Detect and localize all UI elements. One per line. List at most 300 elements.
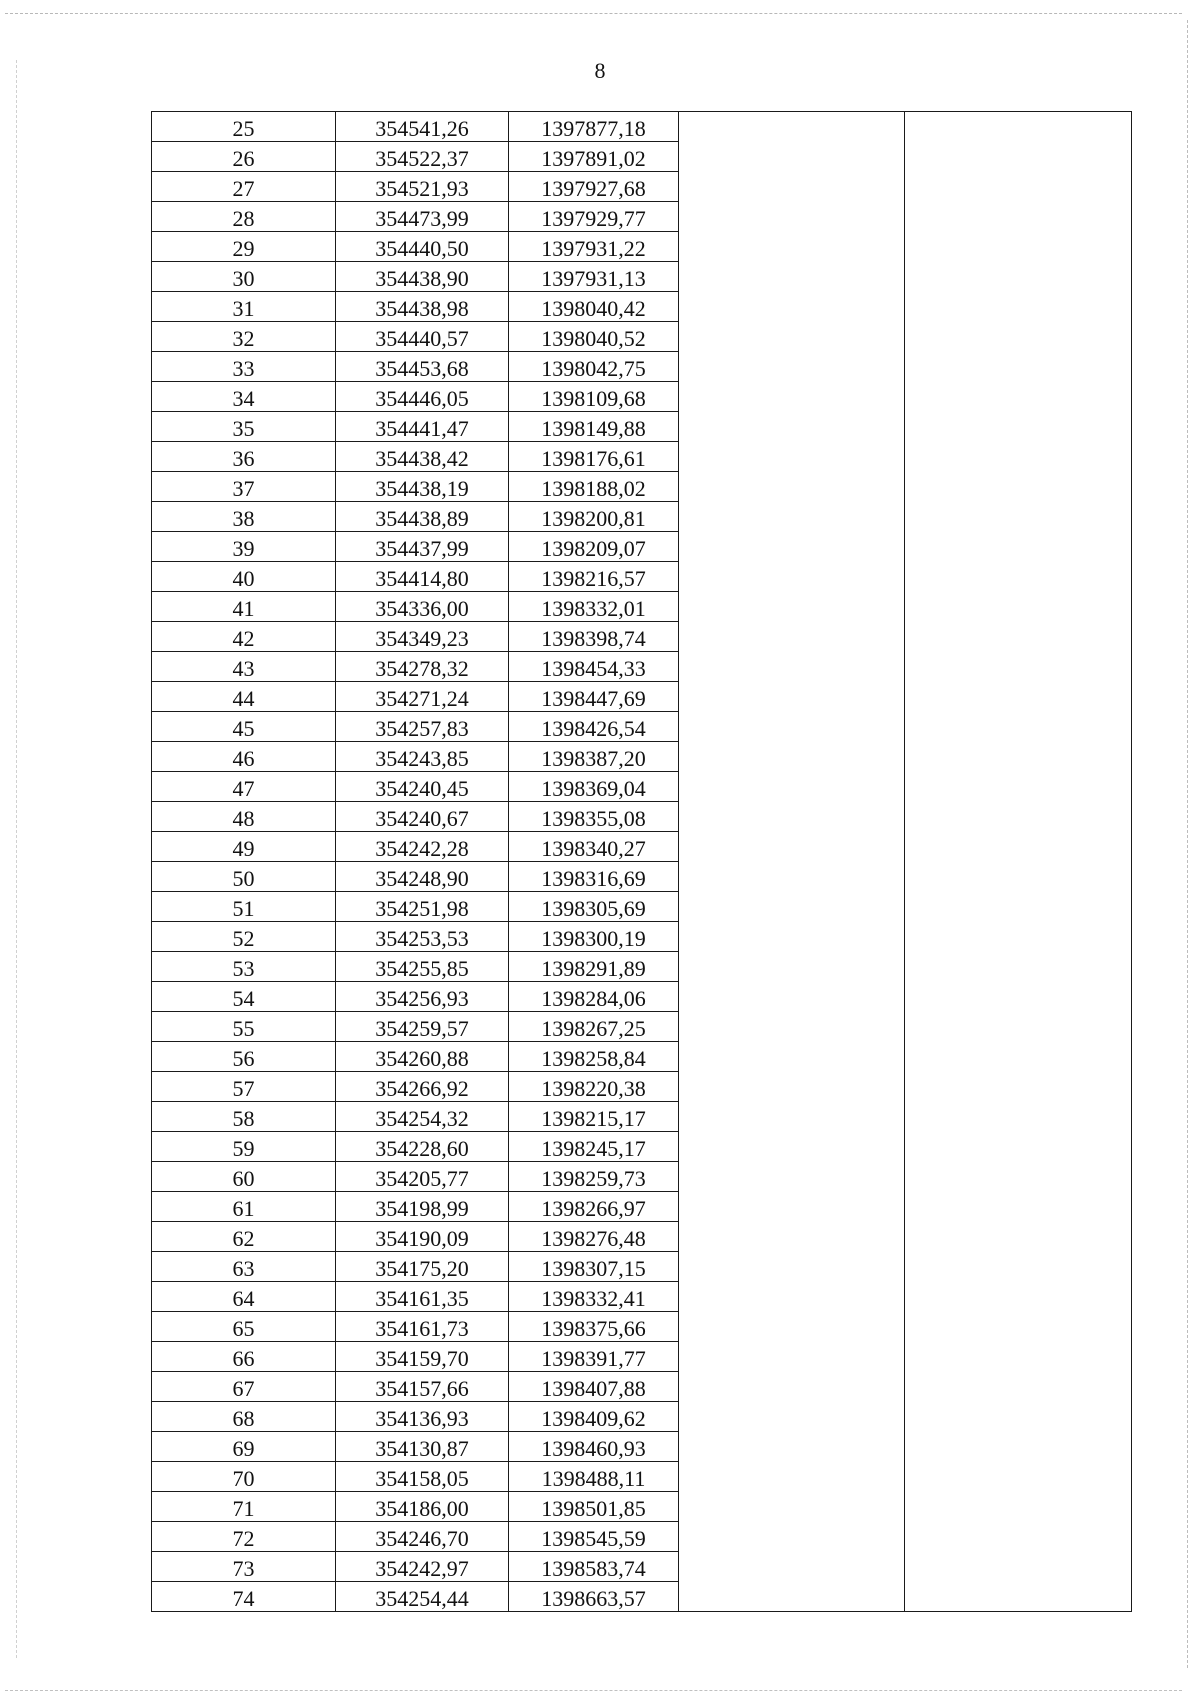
empty-cell <box>679 262 905 292</box>
empty-cell <box>679 322 905 352</box>
point-number-cell: 59 <box>152 1132 336 1162</box>
x-coordinate-cell: 354130,87 <box>336 1432 509 1462</box>
point-number-cell: 72 <box>152 1522 336 1552</box>
empty-cell <box>679 352 905 382</box>
x-coordinate-cell: 354257,83 <box>336 712 509 742</box>
y-coordinate-cell: 1398040,42 <box>509 292 679 322</box>
x-coordinate-cell: 354414,80 <box>336 562 509 592</box>
y-coordinate-cell: 1398176,61 <box>509 442 679 472</box>
empty-cell <box>679 172 905 202</box>
x-coordinate-cell: 354438,90 <box>336 262 509 292</box>
empty-cell <box>679 1312 905 1342</box>
y-coordinate-cell: 1398454,33 <box>509 652 679 682</box>
table-row <box>152 172 1132 202</box>
x-coordinate-cell: 354159,70 <box>336 1342 509 1372</box>
y-coordinate-cell: 1398391,77 <box>509 1342 679 1372</box>
empty-cell <box>679 1102 905 1132</box>
point-number-cell: 42 <box>152 622 336 652</box>
point-number-cell: 38 <box>152 502 336 532</box>
empty-cell <box>905 1222 1132 1252</box>
y-coordinate-cell: 1398300,19 <box>509 922 679 952</box>
empty-cell <box>679 742 905 772</box>
y-coordinate-cell: 1398220,38 <box>509 1072 679 1102</box>
x-coordinate-cell: 354278,32 <box>336 652 509 682</box>
empty-cell <box>679 1552 905 1582</box>
point-number-cell: 34 <box>152 382 336 412</box>
point-number-cell: 60 <box>152 1162 336 1192</box>
empty-cell <box>679 232 905 262</box>
table-row <box>152 622 1132 652</box>
empty-cell <box>905 1102 1132 1132</box>
empty-cell <box>905 1402 1132 1432</box>
x-coordinate-cell: 354254,32 <box>336 1102 509 1132</box>
table-row <box>152 1072 1132 1102</box>
empty-cell <box>679 532 905 562</box>
x-coordinate-cell: 354157,66 <box>336 1372 509 1402</box>
table-row <box>152 922 1132 952</box>
empty-cell <box>679 712 905 742</box>
y-coordinate-cell: 1398109,68 <box>509 382 679 412</box>
empty-cell <box>679 1582 905 1612</box>
empty-cell <box>679 142 905 172</box>
y-coordinate-cell: 1397877,18 <box>509 112 679 142</box>
x-coordinate-cell: 354441,47 <box>336 412 509 442</box>
empty-cell <box>905 352 1132 382</box>
empty-cell <box>905 1492 1132 1522</box>
coordinates-table-body <box>152 112 1132 1612</box>
empty-cell <box>905 1162 1132 1192</box>
x-coordinate-cell: 354248,90 <box>336 862 509 892</box>
table-row <box>152 412 1132 442</box>
empty-cell <box>679 1432 905 1462</box>
y-coordinate-cell: 1398267,25 <box>509 1012 679 1042</box>
x-coordinate-cell: 354440,57 <box>336 322 509 352</box>
empty-cell <box>679 1012 905 1042</box>
table-row <box>152 682 1132 712</box>
point-number-cell: 43 <box>152 652 336 682</box>
empty-cell <box>905 1042 1132 1072</box>
scan-border-top <box>5 13 1182 14</box>
table-row <box>152 1582 1132 1612</box>
y-coordinate-cell: 1398375,66 <box>509 1312 679 1342</box>
empty-cell <box>905 1282 1132 1312</box>
y-coordinate-cell: 1398426,54 <box>509 712 679 742</box>
x-coordinate-cell: 354251,98 <box>336 892 509 922</box>
y-coordinate-cell: 1398188,02 <box>509 472 679 502</box>
table-row <box>152 1372 1132 1402</box>
table-row <box>152 262 1132 292</box>
x-coordinate-cell: 354242,28 <box>336 832 509 862</box>
y-coordinate-cell: 1398042,75 <box>509 352 679 382</box>
x-coordinate-cell: 354255,85 <box>336 952 509 982</box>
empty-cell <box>905 382 1132 412</box>
empty-cell <box>905 532 1132 562</box>
empty-cell <box>905 322 1132 352</box>
table-row <box>152 232 1132 262</box>
empty-cell <box>905 412 1132 442</box>
point-number-cell: 62 <box>152 1222 336 1252</box>
y-coordinate-cell: 1398276,48 <box>509 1222 679 1252</box>
point-number-cell: 47 <box>152 772 336 802</box>
empty-cell <box>679 292 905 322</box>
empty-cell <box>679 1162 905 1192</box>
empty-cell <box>905 1432 1132 1462</box>
y-coordinate-cell: 1398501,85 <box>509 1492 679 1522</box>
table-row <box>152 952 1132 982</box>
point-number-cell: 33 <box>152 352 336 382</box>
x-coordinate-cell: 354243,85 <box>336 742 509 772</box>
empty-cell <box>905 292 1132 322</box>
point-number-cell: 31 <box>152 292 336 322</box>
x-coordinate-cell: 354158,05 <box>336 1462 509 1492</box>
point-number-cell: 57 <box>152 1072 336 1102</box>
point-number-cell: 71 <box>152 1492 336 1522</box>
point-number-cell: 37 <box>152 472 336 502</box>
x-coordinate-cell: 354473,99 <box>336 202 509 232</box>
empty-cell <box>905 802 1132 832</box>
empty-cell <box>905 1552 1132 1582</box>
empty-cell <box>679 922 905 952</box>
y-coordinate-cell: 1398340,27 <box>509 832 679 862</box>
empty-cell <box>679 202 905 232</box>
table-row <box>152 832 1132 862</box>
point-number-cell: 25 <box>152 112 336 142</box>
empty-cell <box>905 1072 1132 1102</box>
empty-cell <box>679 802 905 832</box>
x-coordinate-cell: 354438,98 <box>336 292 509 322</box>
empty-cell <box>679 1132 905 1162</box>
table-row <box>152 352 1132 382</box>
y-coordinate-cell: 1398409,62 <box>509 1402 679 1432</box>
table-row <box>152 322 1132 352</box>
y-coordinate-cell: 1397929,77 <box>509 202 679 232</box>
x-coordinate-cell: 354246,70 <box>336 1522 509 1552</box>
scan-border-left <box>16 60 17 1658</box>
empty-cell <box>679 1222 905 1252</box>
table-row <box>152 712 1132 742</box>
empty-cell <box>679 502 905 532</box>
table-row <box>152 472 1132 502</box>
x-coordinate-cell: 354198,99 <box>336 1192 509 1222</box>
empty-cell <box>905 232 1132 262</box>
empty-cell <box>679 592 905 622</box>
scan-border-bottom <box>5 1690 1182 1691</box>
empty-cell <box>905 862 1132 892</box>
table-row <box>152 532 1132 562</box>
point-number-cell: 48 <box>152 802 336 832</box>
y-coordinate-cell: 1398332,01 <box>509 592 679 622</box>
table-row <box>152 1432 1132 1462</box>
x-coordinate-cell: 354522,37 <box>336 142 509 172</box>
x-coordinate-cell: 354240,45 <box>336 772 509 802</box>
empty-cell <box>679 1342 905 1372</box>
point-number-cell: 29 <box>152 232 336 262</box>
y-coordinate-cell: 1398332,41 <box>509 1282 679 1312</box>
empty-cell <box>905 142 1132 172</box>
point-number-cell: 40 <box>152 562 336 592</box>
x-coordinate-cell: 354242,97 <box>336 1552 509 1582</box>
x-coordinate-cell: 354190,09 <box>336 1222 509 1252</box>
table-row <box>152 772 1132 802</box>
empty-cell <box>905 1252 1132 1282</box>
y-coordinate-cell: 1397891,02 <box>509 142 679 172</box>
empty-cell <box>905 922 1132 952</box>
empty-cell <box>905 172 1132 202</box>
x-coordinate-cell: 354256,93 <box>336 982 509 1012</box>
empty-cell <box>679 1522 905 1552</box>
table-row <box>152 1552 1132 1582</box>
point-number-cell: 52 <box>152 922 336 952</box>
y-coordinate-cell: 1398398,74 <box>509 622 679 652</box>
coordinates-table <box>151 111 1132 1612</box>
y-coordinate-cell: 1398284,06 <box>509 982 679 1012</box>
x-coordinate-cell: 354260,88 <box>336 1042 509 1072</box>
point-number-cell: 58 <box>152 1102 336 1132</box>
x-coordinate-cell: 354440,50 <box>336 232 509 262</box>
x-coordinate-cell: 354228,60 <box>336 1132 509 1162</box>
y-coordinate-cell: 1398545,59 <box>509 1522 679 1552</box>
table-row <box>152 292 1132 322</box>
point-number-cell: 55 <box>152 1012 336 1042</box>
point-number-cell: 26 <box>152 142 336 172</box>
x-coordinate-cell: 354521,93 <box>336 172 509 202</box>
table-row <box>152 502 1132 532</box>
y-coordinate-cell: 1398355,08 <box>509 802 679 832</box>
empty-cell <box>905 1012 1132 1042</box>
point-number-cell: 73 <box>152 1552 336 1582</box>
empty-cell <box>679 1192 905 1222</box>
empty-cell <box>905 1312 1132 1342</box>
point-number-cell: 28 <box>152 202 336 232</box>
y-coordinate-cell: 1398369,04 <box>509 772 679 802</box>
point-number-cell: 46 <box>152 742 336 772</box>
empty-cell <box>679 832 905 862</box>
empty-cell <box>905 262 1132 292</box>
x-coordinate-cell: 354541,26 <box>336 112 509 142</box>
x-coordinate-cell: 354253,53 <box>336 922 509 952</box>
empty-cell <box>679 1072 905 1102</box>
x-coordinate-cell: 354438,42 <box>336 442 509 472</box>
point-number-cell: 67 <box>152 1372 336 1402</box>
table-row <box>152 1222 1132 1252</box>
point-number-cell: 68 <box>152 1402 336 1432</box>
y-coordinate-cell: 1398583,74 <box>509 1552 679 1582</box>
point-number-cell: 44 <box>152 682 336 712</box>
point-number-cell: 61 <box>152 1192 336 1222</box>
empty-cell <box>679 1372 905 1402</box>
point-number-cell: 63 <box>152 1252 336 1282</box>
table-row <box>152 1402 1132 1432</box>
point-number-cell: 65 <box>152 1312 336 1342</box>
empty-cell <box>679 1402 905 1432</box>
empty-cell <box>905 592 1132 622</box>
empty-cell <box>905 472 1132 502</box>
table-row <box>152 592 1132 622</box>
x-coordinate-cell: 354271,24 <box>336 682 509 712</box>
y-coordinate-cell: 1398663,57 <box>509 1582 679 1612</box>
point-number-cell: 69 <box>152 1432 336 1462</box>
empty-cell <box>679 382 905 412</box>
table-row <box>152 562 1132 592</box>
x-coordinate-cell: 354161,35 <box>336 1282 509 1312</box>
y-coordinate-cell: 1398291,89 <box>509 952 679 982</box>
y-coordinate-cell: 1397931,22 <box>509 232 679 262</box>
empty-cell <box>679 1492 905 1522</box>
y-coordinate-cell: 1398407,88 <box>509 1372 679 1402</box>
empty-cell <box>679 952 905 982</box>
table-row <box>152 112 1132 142</box>
table-row <box>152 1462 1132 1492</box>
empty-cell <box>679 1462 905 1492</box>
x-coordinate-cell: 354186,00 <box>336 1492 509 1522</box>
point-number-cell: 51 <box>152 892 336 922</box>
point-number-cell: 39 <box>152 532 336 562</box>
table-row <box>152 382 1132 412</box>
empty-cell <box>679 982 905 1012</box>
point-number-cell: 27 <box>152 172 336 202</box>
x-coordinate-cell: 354437,99 <box>336 532 509 562</box>
table-row <box>152 1492 1132 1522</box>
empty-cell <box>679 1042 905 1072</box>
table-row <box>152 1312 1132 1342</box>
x-coordinate-cell: 354438,89 <box>336 502 509 532</box>
empty-cell <box>905 1192 1132 1222</box>
table-row <box>152 1282 1132 1312</box>
empty-cell <box>679 1252 905 1282</box>
y-coordinate-cell: 1398258,84 <box>509 1042 679 1072</box>
point-number-cell: 54 <box>152 982 336 1012</box>
table-row <box>152 892 1132 922</box>
table-row <box>152 1132 1132 1162</box>
point-number-cell: 66 <box>152 1342 336 1372</box>
x-coordinate-cell: 354446,05 <box>336 382 509 412</box>
empty-cell <box>905 652 1132 682</box>
x-coordinate-cell: 354266,92 <box>336 1072 509 1102</box>
empty-cell <box>679 772 905 802</box>
empty-cell <box>905 1372 1132 1402</box>
x-coordinate-cell: 354349,23 <box>336 622 509 652</box>
empty-cell <box>905 952 1132 982</box>
empty-cell <box>905 562 1132 592</box>
empty-cell <box>905 1132 1132 1162</box>
table-row <box>152 1192 1132 1222</box>
empty-cell <box>905 772 1132 802</box>
table-row <box>152 1522 1132 1552</box>
y-coordinate-cell: 1398488,11 <box>509 1462 679 1492</box>
empty-cell <box>679 112 905 142</box>
table-row <box>152 1252 1132 1282</box>
table-row <box>152 1042 1132 1072</box>
y-coordinate-cell: 1398209,07 <box>509 532 679 562</box>
empty-cell <box>905 892 1132 922</box>
point-number-cell: 45 <box>152 712 336 742</box>
empty-cell <box>679 682 905 712</box>
table-row <box>152 1012 1132 1042</box>
point-number-cell: 56 <box>152 1042 336 1072</box>
table-row <box>152 862 1132 892</box>
table-row <box>152 802 1132 832</box>
x-coordinate-cell: 354259,57 <box>336 1012 509 1042</box>
y-coordinate-cell: 1398316,69 <box>509 862 679 892</box>
empty-cell <box>905 442 1132 472</box>
table-row <box>152 1162 1132 1192</box>
y-coordinate-cell: 1398447,69 <box>509 682 679 712</box>
empty-cell <box>905 1342 1132 1372</box>
empty-cell <box>905 1462 1132 1492</box>
point-number-cell: 64 <box>152 1282 336 1312</box>
empty-cell <box>905 832 1132 862</box>
empty-cell <box>905 202 1132 232</box>
y-coordinate-cell: 1398307,15 <box>509 1252 679 1282</box>
point-number-cell: 50 <box>152 862 336 892</box>
y-coordinate-cell: 1397927,68 <box>509 172 679 202</box>
empty-cell <box>905 1582 1132 1612</box>
x-coordinate-cell: 354136,93 <box>336 1402 509 1432</box>
point-number-cell: 49 <box>152 832 336 862</box>
table-row <box>152 1102 1132 1132</box>
empty-cell <box>679 892 905 922</box>
point-number-cell: 30 <box>152 262 336 292</box>
x-coordinate-cell: 354336,00 <box>336 592 509 622</box>
x-coordinate-cell: 354254,44 <box>336 1582 509 1612</box>
y-coordinate-cell: 1398266,97 <box>509 1192 679 1222</box>
x-coordinate-cell: 354175,20 <box>336 1252 509 1282</box>
x-coordinate-cell: 354453,68 <box>336 352 509 382</box>
x-coordinate-cell: 354240,67 <box>336 802 509 832</box>
empty-cell <box>905 682 1132 712</box>
y-coordinate-cell: 1398200,81 <box>509 502 679 532</box>
table-row <box>152 442 1132 472</box>
point-number-cell: 74 <box>152 1582 336 1612</box>
y-coordinate-cell: 1398215,17 <box>509 1102 679 1132</box>
table-row <box>152 742 1132 772</box>
empty-cell <box>905 502 1132 532</box>
y-coordinate-cell: 1398387,20 <box>509 742 679 772</box>
empty-cell <box>679 412 905 442</box>
point-number-cell: 41 <box>152 592 336 622</box>
table-row <box>152 652 1132 682</box>
empty-cell <box>905 982 1132 1012</box>
empty-cell <box>679 562 905 592</box>
table-row <box>152 1342 1132 1372</box>
empty-cell <box>679 652 905 682</box>
y-coordinate-cell: 1398460,93 <box>509 1432 679 1462</box>
y-coordinate-cell: 1398305,69 <box>509 892 679 922</box>
empty-cell <box>679 862 905 892</box>
x-coordinate-cell: 354438,19 <box>336 472 509 502</box>
y-coordinate-cell: 1398259,73 <box>509 1162 679 1192</box>
empty-cell <box>679 622 905 652</box>
x-coordinate-cell: 354205,77 <box>336 1162 509 1192</box>
empty-cell <box>905 112 1132 142</box>
x-coordinate-cell: 354161,73 <box>336 1312 509 1342</box>
table-row <box>152 142 1132 172</box>
scan-border-right <box>1187 20 1188 1668</box>
empty-cell <box>905 622 1132 652</box>
y-coordinate-cell: 1398149,88 <box>509 412 679 442</box>
empty-cell <box>679 472 905 502</box>
page-number: 8 <box>594 58 606 83</box>
y-coordinate-cell: 1397931,13 <box>509 262 679 292</box>
point-number-cell: 36 <box>152 442 336 472</box>
table-row <box>152 202 1132 232</box>
y-coordinate-cell: 1398040,52 <box>509 322 679 352</box>
point-number-cell: 35 <box>152 412 336 442</box>
empty-cell <box>679 1282 905 1312</box>
point-number-cell: 32 <box>152 322 336 352</box>
table-row <box>152 982 1132 1012</box>
empty-cell <box>905 1522 1132 1552</box>
